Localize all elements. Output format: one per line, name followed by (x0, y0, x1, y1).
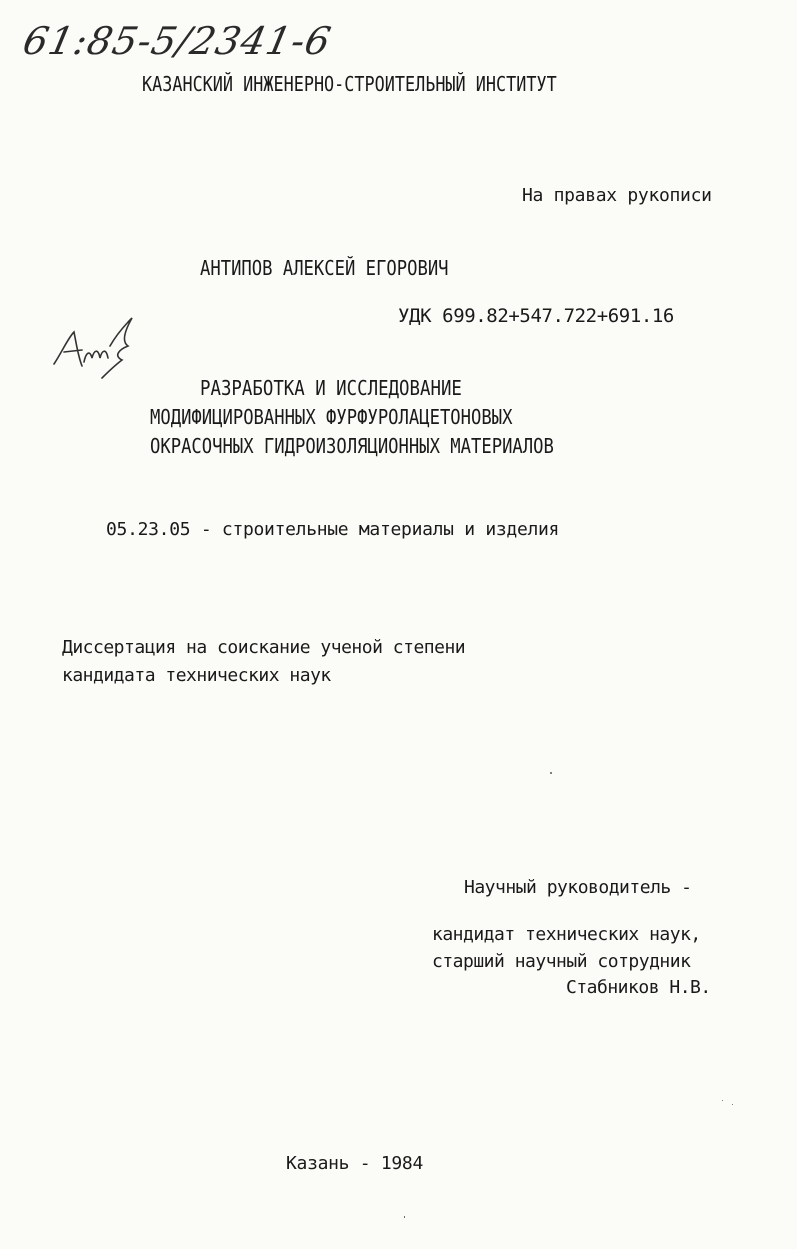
degree-line-1: Диссертация на соискание ученой степени (62, 637, 466, 658)
author-name: АНТИПОВ АЛЕКСЕЙ ЕГОРОВИЧ (200, 256, 449, 280)
author-signature (48, 312, 148, 382)
archive-mark-text: 61:85-5/2341-6 (18, 19, 336, 64)
degree-line-2: кандидата технических наук (62, 665, 331, 686)
title-line-2: МОДИФИЦИРОВАННЫХ ФУРФУРОЛАЦЕТОНОВЫХ (150, 405, 513, 429)
author-signature-text: Антип (48, 312, 52, 313)
supervisor-position: старший научный сотрудник (432, 951, 691, 972)
title-line-3: ОКРАСОЧНЫХ ГИДРОИЗОЛЯЦИОННЫХ МАТЕРИАЛОВ (150, 434, 554, 458)
archive-mark-handwritten (18, 12, 336, 72)
supervisor-heading: Научный руководитель - (464, 877, 692, 898)
manuscript-rights-note: На правах рукописи (522, 185, 712, 206)
supervisor-name: Стабников Н.В. (566, 977, 711, 998)
title-line-1: РАЗРАБОТКА И ИССЛЕДОВАНИЕ (200, 376, 462, 400)
place-and-year: Казань - 1984 (286, 1153, 423, 1174)
supervisor-degree: кандидат технических наук, (432, 924, 701, 945)
udk-code: УДК 699.82+547.722+691.16 (398, 305, 674, 327)
institute-name: КАЗАНСКИЙ ИНЖЕНЕРНО-СТРОИТЕЛЬНЫЙ ИНСТИТУТ (142, 72, 557, 96)
specialty-code: 05.23.05 - строительные материалы и изделия (106, 519, 560, 540)
